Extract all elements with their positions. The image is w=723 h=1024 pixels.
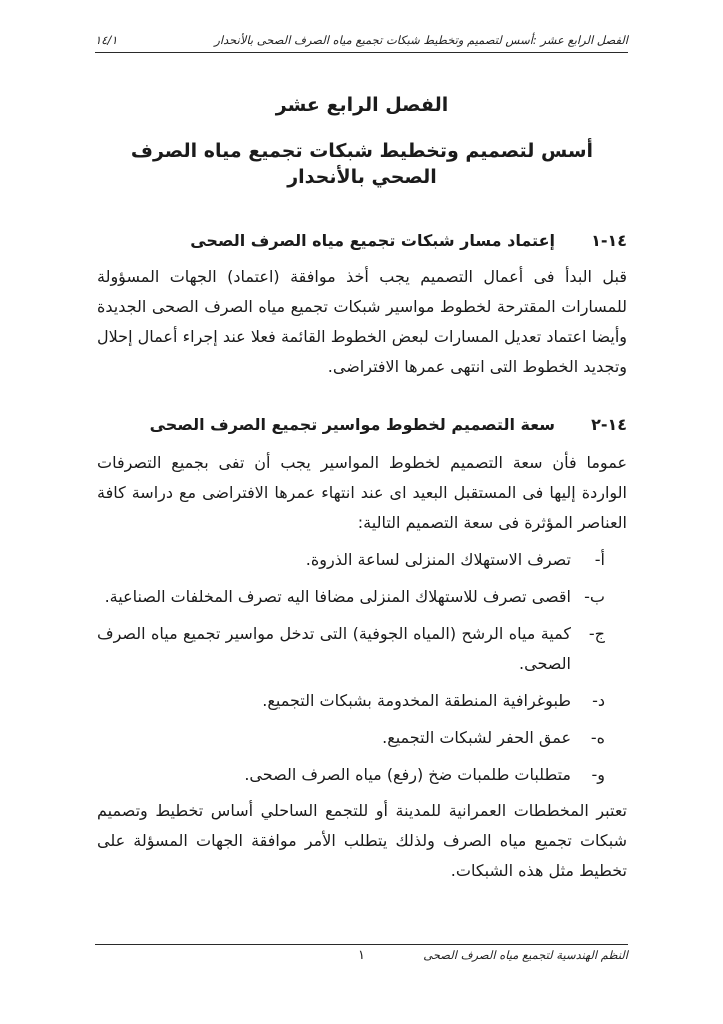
section-title: سعة التصميم لخطوط مواسير تجميع الصرف الصحى bbox=[149, 415, 555, 434]
page-body bbox=[97, 80, 627, 886]
list-item-marker: و- bbox=[591, 765, 605, 784]
chapter-title: الفصل الرابع عشر bbox=[275, 94, 449, 116]
section-14-2-paragraph: عموما فأن سعة التصميم لخطوط المواسير يجب أن تفى بجميع التصرفات الواردة إليها فى المستقبل البعيد اى عند انتهاء عمرها الافتراضى مع دراسة كافة العناصر المؤثرة فى سعة التصميم التالية: bbox=[97, 453, 627, 532]
running-header-title: الفصل الرابع عشر :أسس لتصميم وتخطيط شبكات تجميع مياه الصرف الصحى بالأنحدار bbox=[214, 33, 628, 47]
chapter-subtitle: أسس لتصميم وتخطيط شبكات تجميع مياه الصرف الصحي بالأنحدار bbox=[130, 140, 594, 188]
running-header-page-ref: ١٤/١ bbox=[95, 33, 118, 47]
list-item-marker: ج- bbox=[588, 624, 605, 643]
section-14-1-paragraph: قبل البدأ فى أعمال التصميم يجب أخذ موافقة (اعتماد) الجهات المسؤولة للمسارات المقترحة لخطوط مواسير شبكات تجميع مياه الصرف الصحى الجديدة وأيضا اعتماد تعديل المسارات لبعض الخطوط القائمة فعلا عند إجراء أعمال إحلال وتجديد الخطوط التى انتهى عمرها الافتراضى. bbox=[97, 267, 627, 376]
footer-book-title: النظم الهندسية لتجميع مياه الصرف الصحى bbox=[423, 948, 628, 962]
list-item-marker: ب- bbox=[584, 587, 605, 606]
section-number: ١٤-٢ bbox=[591, 415, 627, 434]
footer-page-number: ١ bbox=[358, 948, 365, 963]
list-item-text: عمق الحفر لشبكات التجميع. bbox=[382, 728, 571, 747]
list-item-text: متطلبات طلمبات ضخ (رفع) مياه الصرف الصحى. bbox=[244, 765, 571, 784]
section-heading-14-1 bbox=[97, 230, 627, 252]
section-number: ١٤-١ bbox=[591, 231, 627, 250]
list-item-text: كمية مياه الرشح (المياه الجوفية) التى تدخل مواسير تجميع مياه الصرف الصحى. bbox=[97, 624, 571, 673]
section-heading-14-2 bbox=[97, 414, 627, 436]
running-header bbox=[95, 33, 628, 53]
list-item-text: تصرف الاستهلاك المنزلى لساعة الذروة. bbox=[305, 550, 571, 569]
list-item-text: اقصى تصرف للاستهلاك المنزلى مضافا اليه تصرف المخلفات الصناعية. bbox=[104, 587, 571, 606]
list-item bbox=[97, 582, 627, 612]
list-item bbox=[97, 619, 627, 679]
list-item bbox=[97, 723, 627, 753]
section-title: إعتماد مسار شبكات تجميع مياه الصرف الصحى bbox=[190, 231, 555, 250]
list-item-marker: أ- bbox=[594, 550, 605, 569]
running-footer bbox=[95, 944, 628, 963]
list-item bbox=[97, 545, 627, 575]
list-item-marker: د- bbox=[592, 691, 605, 710]
list-item bbox=[97, 760, 627, 790]
list-item-text: طبوغرافية المنطقة المخدومة بشبكات التجميع. bbox=[262, 691, 571, 710]
closing-paragraph: تعتبر المخططات العمرانية للمدينة أو للتجمع الساحلي أساس تخطيط وتصميم شبكات تجميع مياه الصرف ولذلك يتطلب الأمر موافقة الجهات المسؤلة على تخطيط مثل هذه الشبكات. bbox=[97, 801, 627, 880]
design-factors-list bbox=[97, 545, 627, 790]
list-item bbox=[97, 686, 627, 716]
list-item-marker: ه- bbox=[590, 728, 605, 747]
